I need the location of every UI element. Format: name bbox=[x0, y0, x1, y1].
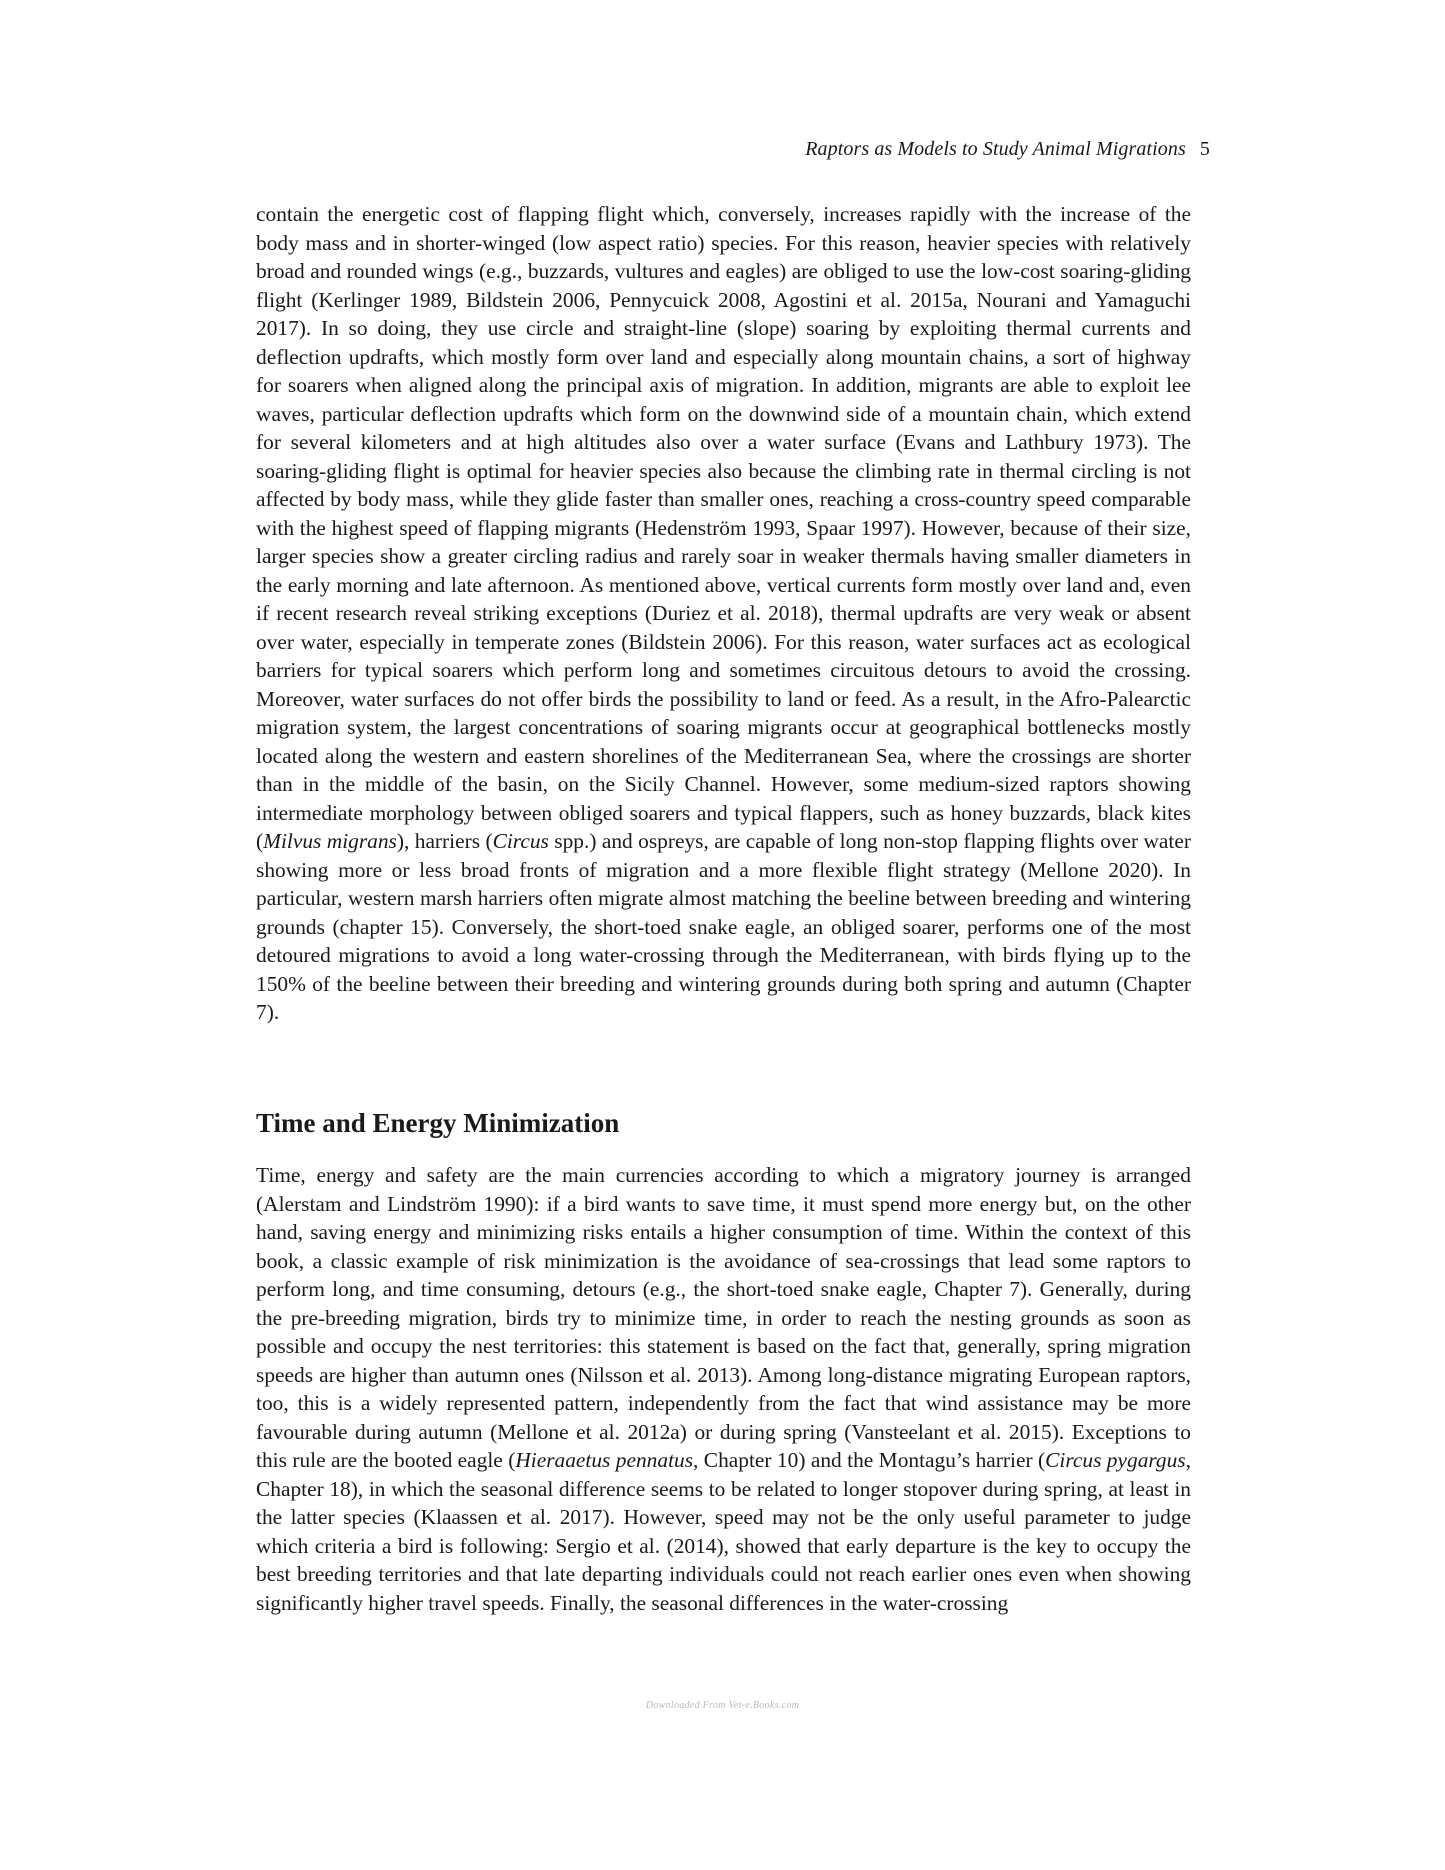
text-run: contain the energetic cost of flapping flight which, conversely, increases rapidly with the increase of the body mass and in shorter-winged (low aspect ratio) species. For this reason, heavier species with relatively broad and rounded wings (e.g., buzzards, vultures and eagles) are obliged to use the low-cost soaring-gliding flight (Kerlinger 1989, Bildstein 2006, Pennycuick 2008, Agostini et al. 2015a, Nourani and Yamaguchi 2017). In so doing, they use circle and straight-line (slope) soaring by exploiting thermal currents and deflection updrafts, which mostly form over land and especially along mountain chains, a sort of highway for soarers when aligned along the principal axis of migration. In addition, migrants are able to exploit lee waves, particular deflection updrafts which form on the downwind side of a mountain chain, which extend for several kilometers and at high altitudes also over a water surface (Evans and Lathbury 1973). The soaring-gliding flight is optimal for heavier species also because the climbing rate in thermal circling is not affected by body mass, while they glide faster than smaller ones, reaching a cross-country speed comparable with the highest speed of flapping migrants (Hedenström 1993, Spaar 1997). However, because of their size, larger species show a greater circling radius and rarely soar in weaker thermals having smaller diameters in the early morning and late afternoon. As mentioned above, vertical currents form mostly over land and, even if recent research reveal striking exceptions (Duriez et al. 2018), thermal updrafts are very weak or absent over water, especially in temperate zones (Bildstein 2006). For this reason, water surfaces act as ecological barriers for typical soarers which perform long and sometimes circuitous detours to avoid the crossing. Moreover, water surfaces do not offer birds the possibility to land or feed. As a result, in the Afro-Palearctic migration system, the largest concentrations of soaring migrants occur at geographical bottlenecks mostly located along the western and eastern shorelines of the Mediterranean Sea, where the crossings are shorter than in the middle of the basin, on the Sicily Channel. However, some medium-sized raptors showing intermediate morphology between obliged soarers and typical flappers, such as honey buzzards, black kites ( bbox=[256, 202, 1191, 853]
species-name: Milvus migrans bbox=[263, 829, 397, 853]
body-paragraph-1 bbox=[256, 200, 1191, 1027]
running-header bbox=[805, 138, 1210, 161]
text-run: , Chapter 18), in which the seasonal difference seems to be related to longer stopover during spring, at least in the latter species (Klaassen et al. 2017). However, speed may not be the only useful parameter to judge which criteria a bird is following: Sergio et al. (2014), showed that early departure is the key to occupy the best breeding territories and that late departing individuals could not reach earlier ones even when showing significantly higher travel speeds. Finally, the seasonal differences in the water-crossing bbox=[256, 1448, 1191, 1615]
text-run: ), harriers ( bbox=[396, 829, 493, 853]
page-number: 5 bbox=[1199, 138, 1210, 160]
text-run: spp.) and ospreys, are capable of long non-stop flapping flights over water showing more or less broad fronts of migration and a more flexible flight strategy (Mellone 2020). In particular, western marsh harriers often migrate almost matching the beeline between breeding and wintering grounds (chapter 15). Conversely, the short-toed snake eagle, an obliged soarer, performs one of the most detoured migrations to avoid a long water-crossing through the Mediterranean, with birds flying up to the 150% of the beeline between their breeding and wintering grounds during both spring and autumn (Chapter 7). bbox=[256, 829, 1191, 1024]
text-run: , Chapter 10) and the Montagu’s harrier ( bbox=[693, 1448, 1046, 1472]
text-run: Time, energy and safety are the main currencies according to which a migratory journey is arranged (Alerstam and Lindström 1990): if a bird wants to save time, it must spend more energy but, on the other hand, saving energy and minimizing risks entails a higher consumption of time. Within the context of this book, a classic example of risk minimization is the avoidance of sea-crossings that lead some raptors to perform long, and time consuming, detours (e.g., the short-toed snake eagle, Chapter 7). Generally, during the pre-breeding migration, birds try to minimize time, in order to reach the nesting grounds as soon as possible and occupy the nest territories: this statement is based on the fact that, generally, spring migration speeds are higher than autumn ones (Nilsson et al. 2013). Among long-distance migrating European raptors, too, this is a widely represented pattern, independently from the fact that wind assistance may be more favourable during autumn (Mellone et al. 2012a) or during spring (Vansteelant et al. 2015). Exceptions to this rule are the booted eagle ( bbox=[256, 1163, 1191, 1472]
body-paragraph-2 bbox=[256, 1161, 1191, 1617]
running-title: Raptors as Models to Study Animal Migrations bbox=[805, 138, 1186, 160]
species-name: Hieraaetus pennatus bbox=[515, 1448, 694, 1472]
section-heading: Time and Energy Minimization bbox=[256, 1108, 620, 1138]
download-watermark: Downloaded From Vet-e.Books.com bbox=[645, 1700, 800, 1711]
species-name: Circus pygargus bbox=[1045, 1448, 1186, 1472]
genus-name: Circus bbox=[492, 829, 549, 853]
